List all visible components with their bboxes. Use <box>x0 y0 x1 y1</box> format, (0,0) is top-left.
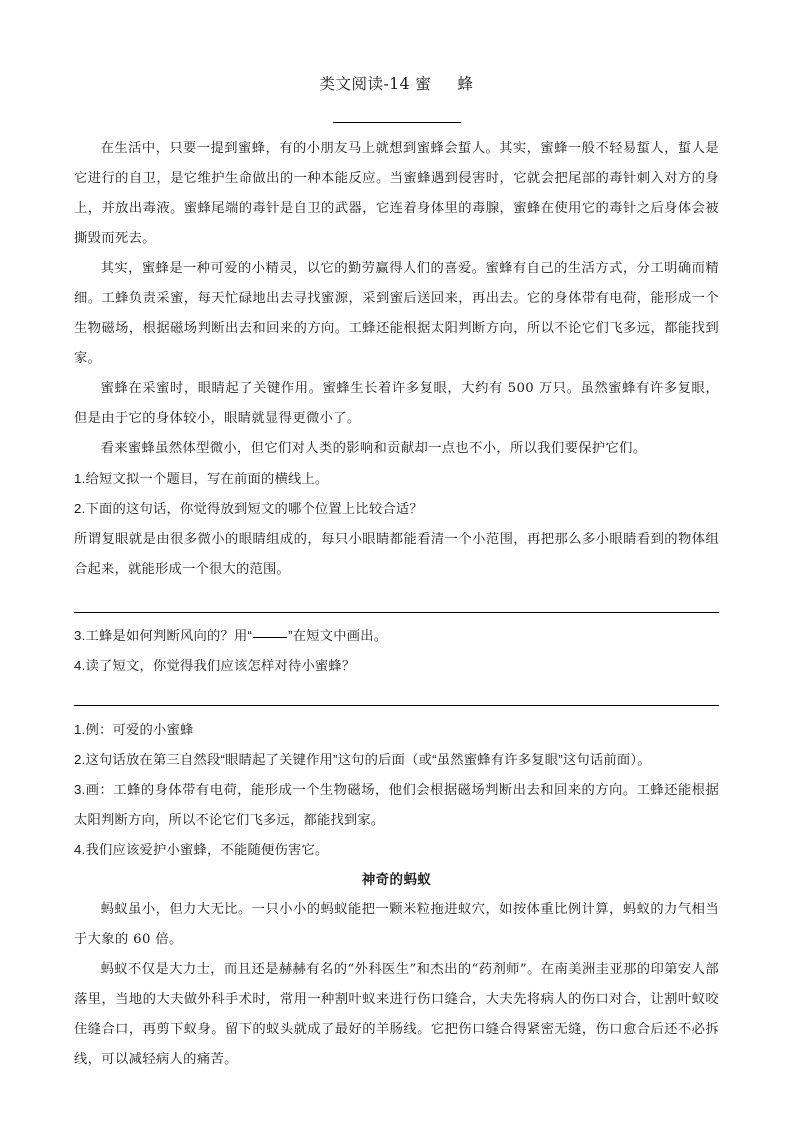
page-title-sub: 蜂 <box>457 75 474 93</box>
passage2-paragraph-1: 蚂蚁虽小，但力大无比。一只小小的蚂蚁能把一颗米粒拖进蚁穴，如按体重比例计算，蚂蚁的力气相当于大象的 60 倍。 <box>74 902 719 947</box>
question-3-text-before: 3.工蜂是如何判断风向的？用“ <box>74 628 253 643</box>
passage1-paragraph-1: 在生活中，只要一提到蜜蜂，有的小朋友马上就想到蜜蜂会蜇人。其实，蜜蜂一般不轻易蜇人，蜇人是它进行的自卫，是它维护生命做出的一种本能反应。当蜜蜂遇到侵害时，它就会把尾部的毒针刺入对方的身上，并放出毒液。蜜蜂尾端的毒针是自卫的武器，它连着身体里的毒腺，蜜蜂在使用它的毒针之后身体会被撕毁而死去。 <box>74 141 719 246</box>
answer-4: 4.我们应该爱护小蜜蜂，不能随便伤害它。 <box>74 842 329 857</box>
question-4: 4.读了短文，你觉得我们应该怎样对待小蜜蜂？ <box>74 658 356 673</box>
question-3-underline-blank[interactable] <box>253 636 287 638</box>
question-2: 2.下面的这句话，你觉得放到短文的哪个位置上比较合适？ <box>74 501 423 516</box>
title-write-in-blank[interactable] <box>333 121 461 123</box>
passage2-title: 神奇的蚂蚁 <box>361 872 432 887</box>
passage2-paragraph-2: 蚂蚁不仅是大力士，而且还是赫赫有名的“外科医生”和杰出的“药剂师”。在南美洲圭亚那的印第安人部落里，当地的大夫做外科手术时，常用一种割叶蚁来进行伤口缝合，大夫先将病人的伤口对合，让割叶蚁咬住缝合口，再剪下蚁身。留下的蚁头就成了最好的羊肠线。它把伤口缝合得紧密无缝，伤口愈合后还不必拆线，可以减轻病人的痛苦。 <box>74 962 719 1067</box>
page-content <box>74 0 719 1075</box>
passage1-paragraph-3: 蜜蜂在采蜜时，眼睛起了关键作用。蜜蜂生长着许多复眼，大约有 500 万只。虽然蜜蜂有许多复眼，但是由于它的身体较小，眼睛就显得更微小了。 <box>74 381 719 426</box>
answer-rule-1 <box>74 612 719 613</box>
page-title-main: 类文阅读-14 蜜 <box>319 75 432 93</box>
passage1-paragraph-4: 看来蜜蜂虽然体型微小，但它们对人类的影响和贡献却一点也不小，所以我们要保护它们。 <box>100 441 647 456</box>
answer-1: 1.例：可爱的小蜜蜂 <box>74 722 194 737</box>
answer-3: 3.画：工蜂的身体带有电荷，能形成一个生物磁场，他们会根据磁场判断出去和回来的方向。工蜂还能根据太阳判断方向，所以不论它们飞多远，都能找到家。 <box>74 782 719 827</box>
question-3 <box>74 621 719 651</box>
question-2-quote: 所谓复眼就是由很多微小的眼睛组成的，每只小眼睛都能看清一个小范围，再把那么多小眼睛看到的物体组合起来，就能形成一个很大的范围。 <box>74 531 719 576</box>
page-title <box>74 0 719 94</box>
question-1: 1.给短文拟一个题目，写在前面的横线上。 <box>74 471 329 486</box>
answer-2: 2.这句话放在第三自然段“眼睛起了关键作用”这句的后面（或“虽然蜜蜂有许多复眼”这句话前面）。 <box>74 752 651 767</box>
title-blank-row <box>74 111 719 123</box>
question-3-text-after: ”在短文中画出。 <box>288 628 388 643</box>
passage1-paragraph-2: 其实，蜜蜂是一种可爱的小精灵，以它的勤劳赢得人们的喜爱。蜜蜂有自己的生活方式，分工明确而精细。工蜂负责采蜜，每天忙碌地出去寻找蜜源，采到蜜后送回来，再出去。它的身体带有电荷，能形成一个生物磁场，根据磁场判断出去和回来的方向。工蜂还能根据太阳判断方向，所以不论它们飞多远，都能找到家。 <box>74 261 719 366</box>
answer-rule-2 <box>74 705 719 706</box>
